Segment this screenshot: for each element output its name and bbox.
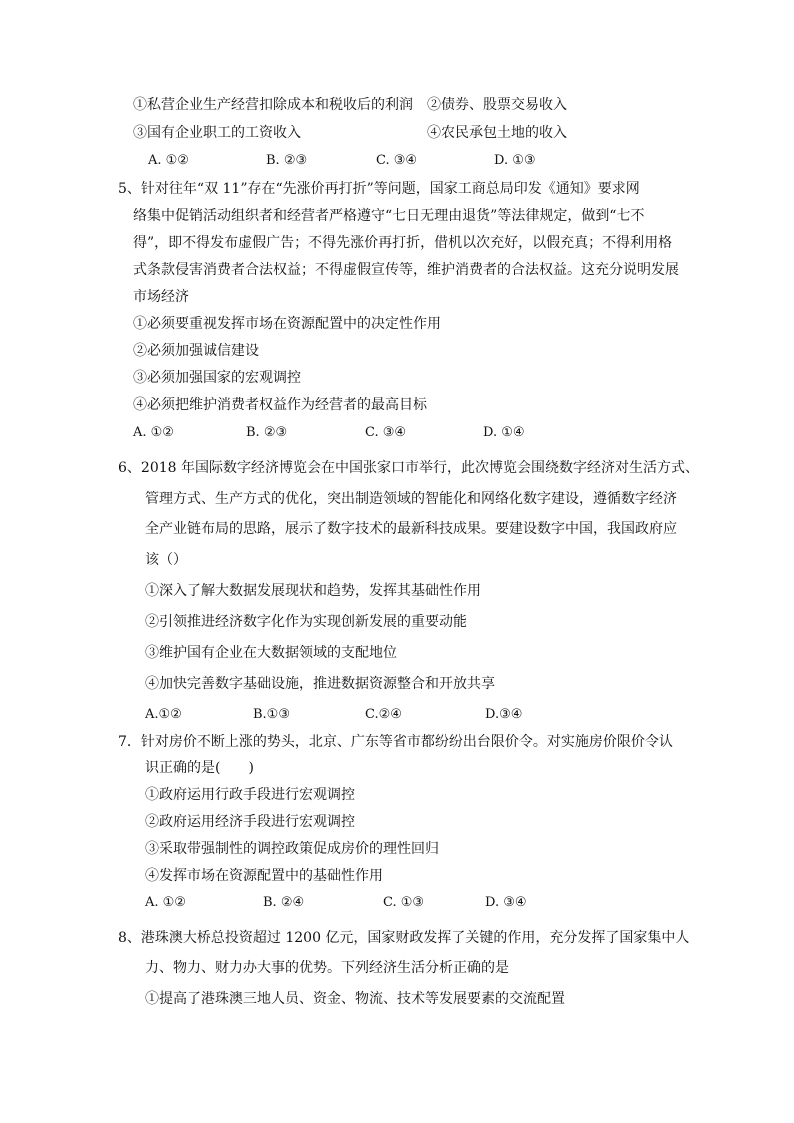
q6-option-b: B.①③: [253, 707, 290, 722]
q6-statement-1: ①深入了解大数据发展现状和趋势，发挥其基础性作用: [145, 583, 481, 599]
q4-option-d: D. ①③: [494, 153, 536, 168]
q6-option-a: A.①②: [145, 707, 182, 722]
q5-line-3: 得”，即不得发布虚假广告；不得先涨价再打折，借机以次充好，以假充真；不得利用格: [133, 235, 673, 251]
q5-line-2: 络集中促销活动组织者和经营者严格遵守“七日无理由退货”等法律规定，做到“七不: [133, 208, 645, 224]
q5-statement-4: ④必须把维护消费者权益作为经营者的最高目标: [133, 397, 427, 413]
q5-statement-2: ②必须加强诚信建设: [133, 343, 259, 359]
q4-statement-4: ④农民承包土地的收入: [427, 125, 567, 141]
q7-line-2: 识正确的是( ): [145, 760, 254, 776]
q6-line-2: 管理方式、生产方式的优化，突出制造领域的智能化和网络化数字建设，遵循数字经济: [145, 491, 677, 507]
q4-statement-2: ②债券、股票交易收入: [427, 97, 567, 113]
q6-statement-2: ②引领推进经济数字化作为实现创新发展的重要动能: [145, 614, 467, 630]
q6-option-d: D.③④: [485, 707, 523, 722]
q7-statement-4: ④发挥市场在资源配置中的基础性作用: [145, 868, 383, 884]
q5-option-d: D. ①④: [483, 425, 525, 440]
q5-option-c: C. ③④: [365, 425, 407, 440]
q5-line-4: 式条款侵害消费者合法权益；不得虚假宣传等，维护消费者的合法权益。这充分说明发展: [133, 262, 679, 278]
q8-line-1: 8、港珠澳大桥总投资超过 1200 亿元，国家财政发挥了关键的作用，充分发挥了国家集中人: [118, 930, 690, 946]
q7-statement-1: ①政府运用行政手段进行宏观调控: [145, 787, 355, 803]
q4-statement-3: ③国有企业职工的工资收入: [133, 125, 301, 141]
q5-option-b: B. ②③: [246, 425, 288, 440]
q8-statement-1: ①提高了港珠澳三地人员、资金、物流、技术等发展要素的交流配置: [145, 991, 565, 1007]
q4-statement-1: ①私营企业生产经营扣除成本和税收后的利润: [133, 97, 413, 113]
q6-line-4: 该（）: [145, 552, 187, 568]
q6-statement-3: ③维护国有企业在大数据领域的支配地位: [145, 645, 397, 661]
q8-line-2: 力、物力、财力办大事的优势。下列经济生活分析正确的是: [145, 960, 509, 976]
q6-statement-4: ④加快完善数字基础设施，推进数据资源整合和开放共享: [145, 676, 495, 692]
q5-statement-3: ③必须加强国家的宏观调控: [133, 370, 301, 386]
q7-statement-2: ②政府运用经济手段进行宏观调控: [145, 814, 355, 830]
q4-option-c: C. ③④: [376, 153, 418, 168]
q6-option-c: C.②④: [365, 707, 402, 722]
q7-option-b: B. ②④: [263, 895, 305, 910]
q6-line-3: 全产业链布局的思路，展示了数字技术的最新科技成果。要建设数字中国，我国政府应: [145, 521, 677, 537]
q5-statement-1: ①必须要重视发挥市场在资源配置中的决定性作用: [133, 316, 441, 332]
q7-option-c: C. ①③: [383, 895, 425, 910]
q7-option-d: D. ③④: [485, 895, 527, 910]
q5-line-5: 市场经济: [133, 289, 189, 305]
q5-line-1: 5、针对往年“双 11”存在“先涨价再打折”等问题，国家工商总局印发《通知》要求网: [118, 181, 640, 197]
q7-statement-3: ③采取带强制性的调控政策促成房价的理性回归: [145, 841, 439, 857]
q6-line-1: 6、2018 年国际数字经济博览会在中国张家口市举行，此次博览会围绕数字经济对生活方式、: [118, 460, 699, 476]
q4-options: [148, 152, 568, 170]
q4-option-b: B. ②③: [266, 153, 308, 168]
q6-options: [145, 706, 545, 724]
q7-option-a: A. ①②: [145, 895, 186, 910]
q4-option-a: A. ①②: [148, 153, 189, 168]
q7-line-1: 7．针对房价不断上涨的势头，北京、广东等省市都纷纷出台限价令。对实施房价限价令认: [118, 734, 673, 750]
q5-options: [133, 424, 553, 442]
q7-options: [145, 894, 545, 912]
q5-option-a: A. ①②: [133, 425, 174, 440]
